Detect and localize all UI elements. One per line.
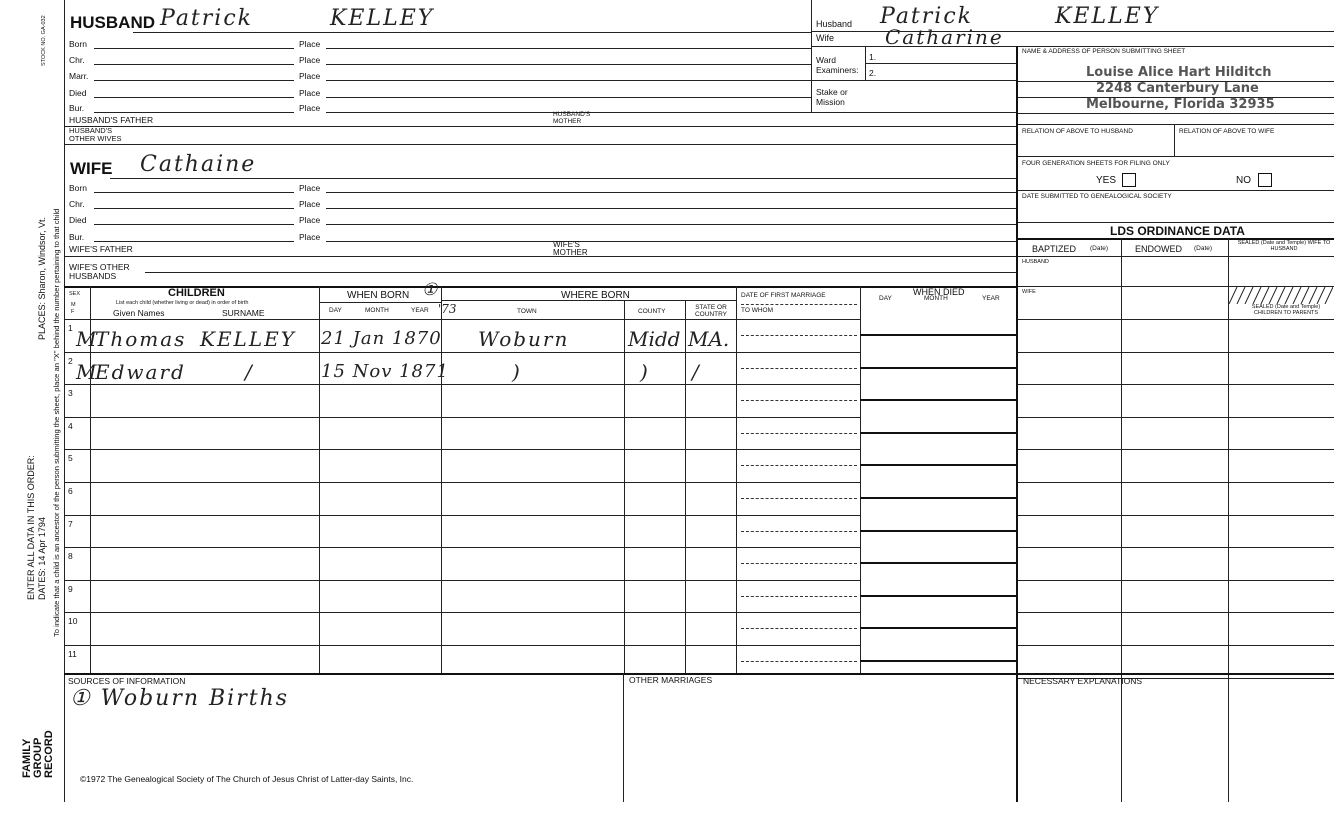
wife-given-name: Cathaine — [140, 152, 257, 177]
source-entry: ① Woburn Births — [70, 686, 290, 711]
wifes-other-husbands-label: WIFE'S OTHER HUSBANDS — [69, 262, 130, 281]
husband-marr-label: Marr. — [69, 71, 89, 81]
examiner-two: 2. — [869, 68, 877, 78]
examiner-one: 1. — [869, 52, 877, 62]
no-label: NO — [1236, 175, 1251, 186]
child-number: 6 — [68, 486, 73, 496]
husband-chr-line — [94, 64, 294, 65]
mission-label: Mission — [816, 97, 845, 107]
lds-row-line — [1018, 580, 1334, 581]
lds-husband-label: HUSBAND — [1022, 259, 1049, 265]
born-month-label: MONTH — [365, 307, 389, 314]
yes-checkbox[interactable] — [1122, 173, 1136, 187]
child-row-line — [64, 515, 860, 516]
child-row-line — [64, 384, 860, 385]
child-row-line — [64, 547, 860, 548]
husband-chr-place-line — [326, 64, 811, 65]
lds-col-divider-1 — [1121, 238, 1122, 802]
child-died-line — [860, 464, 1016, 466]
relation-top-line — [1018, 124, 1334, 125]
left-border — [64, 0, 65, 802]
wife-bur-place-label: Place — [299, 232, 321, 242]
child-row-line — [64, 645, 860, 646]
husbands-father-label: HUSBAND'S FATHER — [69, 115, 154, 125]
child-died-line — [860, 660, 1016, 662]
footer-divider — [623, 673, 624, 802]
wife-born-line — [94, 192, 294, 193]
wife-died-place-label: Place — [299, 215, 321, 225]
right-wife-label: Wife — [816, 33, 834, 43]
where-born-header-line — [441, 300, 736, 301]
town-label: TOWN — [517, 308, 537, 315]
right-header-divider — [811, 0, 812, 112]
born-day-label: DAY — [329, 307, 342, 314]
husband-heading: HUSBAND — [70, 13, 155, 32]
baptized-label: BAPTIZED — [1032, 244, 1077, 254]
other-marriages-label: OTHER MARRIAGES — [629, 675, 713, 685]
born-year-label: YEAR — [411, 307, 429, 314]
submitter-name: Louise Alice Hart Hilditch — [1086, 65, 1272, 80]
lds-row-line — [1018, 319, 1334, 320]
child-number: 8 — [68, 551, 73, 561]
copyright-text: ©1972 The Genealogical Society of The Church of Jesus Christ of Latter-day Saints, Inc. — [80, 774, 414, 784]
necessary-explanations-label: NECESSARY EXPLANATIONS — [1023, 676, 1143, 686]
wife-died-line — [94, 224, 294, 225]
husband-bur-place-label: Place — [299, 103, 321, 113]
relation-bottom-line — [1018, 156, 1334, 157]
when-born-source-mark: ① — [422, 280, 438, 300]
husband-born-label: Born — [69, 39, 87, 49]
relation-husband-label: RELATION OF ABOVE TO HUSBAND — [1022, 128, 1133, 135]
husband-died-label: Died — [69, 88, 87, 98]
ancestor-instruction: To indicate that a child is an ancestor of the person submitting the sheet, place an "X" behind the number pertaining to that child — [52, 208, 61, 637]
examiner-line — [865, 63, 1016, 64]
child-number: 4 — [68, 421, 73, 431]
husband-name-line — [133, 32, 811, 33]
right-wife-line — [811, 46, 1334, 47]
child-marriage-dash — [741, 498, 857, 499]
child-marriage-dash — [741, 433, 857, 434]
wife-bur-place-line — [326, 241, 1016, 242]
husband-died-place-label: Place — [299, 88, 321, 98]
first-marriage-label: DATE OF FIRST MARRIAGE — [741, 292, 826, 299]
lds-row-line — [1018, 352, 1334, 353]
child-marriage-dash — [741, 465, 857, 466]
form-title-vertical: FAMILY GROUP RECORD — [21, 730, 55, 778]
when-died-label: WHEN DIED — [913, 287, 965, 297]
husband-born-place-line — [326, 48, 811, 49]
husband-born-place-label: Place — [299, 39, 321, 49]
child-number: 5 — [68, 453, 73, 463]
wifes-other-husbands-line — [145, 272, 1016, 273]
child-birth-county: Midd — [628, 327, 681, 351]
given-names-label: Given Names — [113, 308, 165, 318]
sealed-children-label: SEALED (Date and Temple) CHILDREN TO PARENTS — [1251, 304, 1321, 316]
child-row-line — [64, 482, 860, 483]
when-born-label: WHEN BORN — [347, 290, 410, 301]
relation-wife-label: RELATION OF ABOVE TO WIFE — [1179, 128, 1275, 135]
lds-row-line — [1018, 612, 1334, 613]
mf-label: M F — [71, 302, 76, 316]
four-gen-bottom-line — [1018, 190, 1334, 191]
to-whom-label: TO WHOM — [741, 307, 774, 314]
child-row-line — [64, 417, 860, 418]
child-row-line — [64, 612, 860, 613]
lds-row-line — [1018, 417, 1334, 418]
lds-header-line — [1018, 256, 1334, 257]
child-given-name: Thomas — [95, 327, 187, 351]
child-died-line — [860, 530, 1016, 532]
husband-marr-place-line — [326, 80, 811, 81]
husbands-other-wives-label: HUSBAND'S OTHER WIVES — [69, 126, 122, 143]
col-divider-town — [624, 300, 625, 674]
child-marriage-dash — [741, 335, 857, 336]
husband-marr-place-label: Place — [299, 71, 321, 81]
sex-label: SEX — [69, 291, 81, 297]
child-number: 2 — [68, 356, 73, 366]
child-given-name: Edward — [95, 360, 186, 384]
right-husband-given: Patrick — [880, 4, 973, 29]
child-birth-state: / — [692, 360, 699, 384]
husband-born-line — [94, 48, 294, 49]
child-birth-town: Woburn — [478, 327, 570, 351]
wife-chr-label: Chr. — [69, 199, 85, 209]
wife-died-place-line — [326, 224, 1016, 225]
child-marriage-dash — [741, 661, 857, 662]
child-died-line — [860, 432, 1016, 434]
died-month-label: MONTH — [924, 295, 948, 302]
col-divider-state — [736, 286, 737, 674]
sources-label: SOURCES OF INFORMATION — [68, 676, 186, 686]
born-year-mark: '73 — [438, 302, 457, 316]
child-sex: M — [76, 360, 97, 384]
wife-died-label: Died — [69, 215, 87, 225]
child-died-line — [860, 334, 1016, 336]
husband-died-line — [94, 97, 294, 98]
husband-chr-place-label: Place — [299, 55, 321, 65]
lds-row-line — [1018, 384, 1334, 385]
wife-born-place-line — [326, 192, 1016, 193]
stake-label: Stake or — [816, 87, 848, 97]
places-note: PLACES: Sharon, Windsor, Vt. — [37, 216, 47, 340]
child-number: 11 — [68, 649, 77, 659]
wife-name-line — [110, 178, 1016, 179]
child-marriage-dash — [741, 531, 857, 532]
died-year-label: YEAR — [982, 295, 1000, 302]
right-panel-border — [1016, 46, 1018, 802]
wife-born-place-label: Place — [299, 183, 321, 193]
child-marriage-dash — [741, 596, 857, 597]
date-submitted-bottom — [1018, 222, 1334, 223]
when-born-header-line — [319, 302, 441, 303]
sealed-wife-husband-label: SEALED (Date and Temple) WIFE TO HUSBAND — [1237, 240, 1331, 252]
col-divider-county — [685, 300, 686, 674]
wife-chr-line — [94, 208, 294, 209]
endowed-label: ENDOWED — [1135, 244, 1182, 254]
submitter-street: 2248 Canterbury Lane — [1096, 81, 1259, 96]
child-surname: KELLEY — [200, 327, 296, 351]
col-divider-marriage — [860, 286, 861, 674]
stock-number: STOCK NO. GA-032 — [41, 15, 47, 66]
wifes-mother-label: WIFE'S MOTHER — [553, 240, 588, 257]
wife-born-label: Born — [69, 183, 87, 193]
lds-row-line — [1018, 547, 1334, 548]
children-label: CHILDREN — [168, 287, 225, 299]
husband-section-bottom — [64, 144, 1016, 145]
lds-row-line — [1018, 482, 1334, 483]
died-day-label: DAY — [879, 295, 892, 302]
lds-row-line — [1018, 515, 1334, 516]
wife-bur-label: Bur. — [69, 232, 85, 242]
submitter-city-line — [1018, 113, 1334, 114]
stake-bottom-line — [811, 112, 1016, 113]
husband-bur-line — [94, 112, 294, 113]
child-died-line — [860, 627, 1016, 629]
county-label: COUNTY — [638, 308, 666, 315]
child-marriage-dash — [741, 368, 857, 369]
child-row-line — [64, 580, 860, 581]
ward-bottom-line — [811, 80, 1016, 81]
enter-order-note: ENTER ALL DATA IN THIS ORDER: — [26, 455, 36, 600]
yes-label: YES — [1096, 175, 1117, 186]
endowed-date-label: (Date) — [1194, 245, 1213, 252]
lds-col-divider-2 — [1228, 238, 1229, 802]
child-birth-state: MA. — [688, 327, 730, 351]
husbands-parents-line — [64, 126, 1016, 127]
child-number: 3 — [68, 388, 73, 398]
husband-died-place-line — [326, 97, 811, 98]
wife-bur-line — [94, 241, 294, 242]
child-birth-date: 21 Jan 1870 — [321, 328, 442, 349]
child-marriage-dash — [741, 563, 857, 564]
examiners-label: Examiners: — [816, 65, 859, 75]
child-row-line — [64, 319, 860, 320]
col-divider-name — [319, 286, 320, 674]
right-wife-given: Catharine — [885, 25, 1004, 49]
child-row-line — [64, 449, 860, 450]
children-surname-label: SURNAME — [222, 308, 265, 318]
child-marriage-dash — [741, 400, 857, 401]
date-submitted-label: DATE SUBMITTED TO GENEALOGICAL SOCIETY — [1022, 193, 1172, 200]
husband-surname: KELLEY — [330, 6, 435, 31]
child-surname: / — [245, 360, 254, 384]
lds-wife-label: WIFE — [1022, 289, 1036, 295]
child-birth-county: ) — [640, 360, 648, 384]
relation-divider — [1174, 124, 1175, 156]
child-marriage-dash — [741, 628, 857, 629]
submitter-city: Melbourne, Florida 32935 — [1086, 97, 1275, 112]
child-died-line — [860, 367, 1016, 369]
child-sex: M — [76, 327, 97, 351]
husbands-mother-label: HUSBAND'S MOTHER — [553, 111, 591, 125]
child-row-line — [64, 352, 860, 353]
hatched-area — [1229, 287, 1333, 304]
ward-label: Ward — [816, 55, 836, 65]
submitter-label: NAME & ADDRESS OF PERSON SUBMITTING SHEET — [1022, 48, 1186, 55]
child-died-line — [860, 595, 1016, 597]
wife-chr-place-label: Place — [299, 199, 321, 209]
child-number: 10 — [68, 616, 78, 626]
lds-title: LDS ORDINANCE DATA — [1110, 224, 1245, 238]
wife-chr-place-line — [326, 208, 1016, 209]
four-gen-label: FOUR GENERATION SHEETS FOR FILING ONLY — [1022, 160, 1170, 167]
child-birth-date: 15 Nov 1871 — [321, 361, 449, 382]
husband-chr-label: Chr. — [69, 55, 85, 65]
husband-given-name: Patrick — [160, 6, 253, 31]
no-checkbox[interactable] — [1258, 173, 1272, 187]
child-birth-town: ) — [512, 360, 522, 384]
lds-row-line — [1018, 645, 1334, 646]
right-husband-label: Husband — [816, 19, 853, 29]
dates-note: DATES: 14 Apr 1794 — [37, 517, 47, 600]
children-list-note: List each child (whether living or dead) in order of birth — [116, 300, 249, 306]
state-country-label: STATE OR COUNTRY — [694, 304, 728, 318]
wifes-father-label: WIFE'S FATHER — [69, 244, 133, 254]
child-died-line — [860, 399, 1016, 401]
wifes-parents-line — [64, 256, 1016, 257]
right-husband-surname: KELLEY — [1055, 4, 1160, 29]
child-died-line — [860, 562, 1016, 564]
husband-marr-line — [94, 80, 294, 81]
child-died-line — [860, 497, 1016, 499]
child-number: 7 — [68, 519, 73, 529]
wife-heading: WIFE — [70, 159, 113, 178]
where-born-label: WHERE BORN — [561, 290, 630, 301]
child-number: 9 — [68, 584, 73, 594]
husband-bur-label: Bur. — [69, 103, 85, 113]
lds-row-line — [1018, 449, 1334, 450]
child-number: 1 — [68, 323, 73, 333]
first-marriage-dash — [741, 304, 857, 305]
baptized-date-label: (Date) — [1090, 245, 1109, 252]
